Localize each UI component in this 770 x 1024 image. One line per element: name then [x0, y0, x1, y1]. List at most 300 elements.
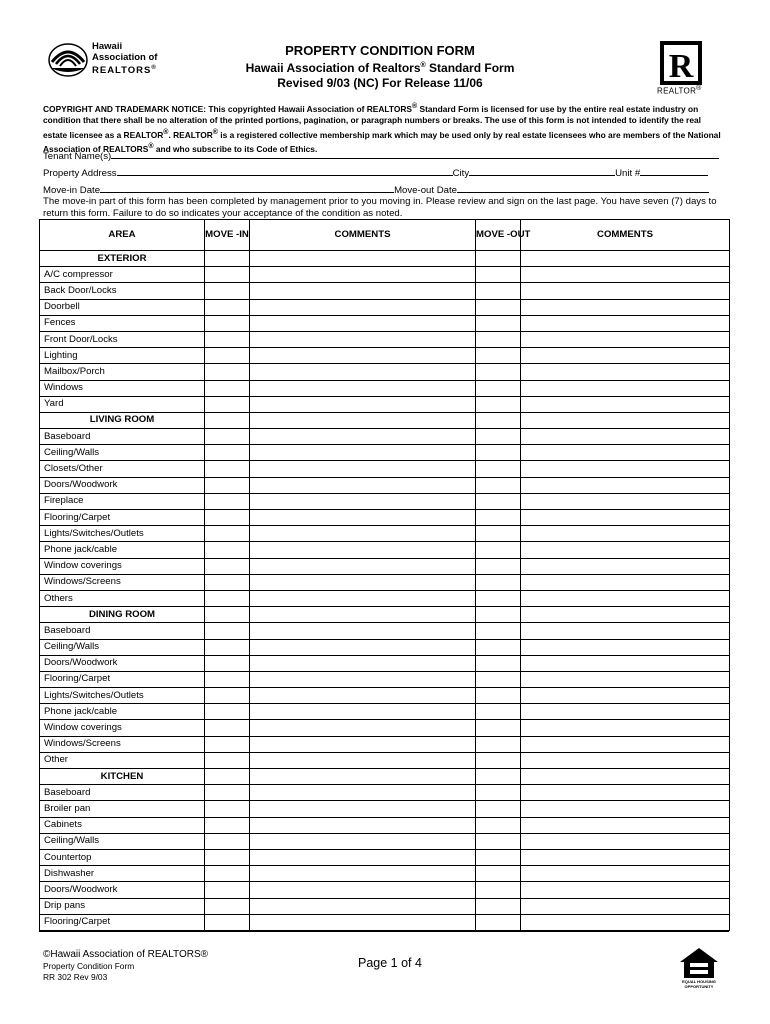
- comments-cell[interactable]: [250, 590, 476, 606]
- tenant-name-field[interactable]: [111, 149, 719, 159]
- comments-2-cell[interactable]: [521, 752, 730, 768]
- notice-reg-4: ®: [148, 143, 154, 151]
- area-cell: Doorbell: [40, 299, 205, 315]
- move-out-cell[interactable]: [476, 785, 521, 801]
- table-row: [40, 785, 730, 801]
- comments-cell[interactable]: [250, 704, 476, 720]
- move-in-cell[interactable]: [205, 364, 250, 380]
- table-row: [40, 817, 730, 833]
- move-in-cell[interactable]: [205, 542, 250, 558]
- comments-cell[interactable]: [250, 348, 476, 364]
- realtor-word: [657, 85, 702, 96]
- footer-left: [43, 949, 208, 983]
- revision-line: Revised 9/03 (NC) For Release 11/06: [277, 76, 483, 90]
- area-cell: EXTERIOR: [40, 251, 205, 267]
- table-row: [40, 542, 730, 558]
- table-row: [40, 801, 730, 817]
- equal-housing-icon: [676, 946, 722, 980]
- area-cell: Yard: [40, 396, 205, 412]
- comments-2-cell[interactable]: [521, 704, 730, 720]
- move-in-cell[interactable]: [205, 639, 250, 655]
- comments-cell[interactable]: [250, 898, 476, 914]
- comments-cell[interactable]: [250, 914, 476, 930]
- move-out-cell[interactable]: [476, 590, 521, 606]
- comments-2-cell[interactable]: [521, 380, 730, 396]
- notice-reg-3: ®: [212, 128, 218, 136]
- comments-2-cell: [521, 607, 730, 623]
- area-cell: Flooring/Carpet: [40, 510, 205, 526]
- move-out-cell[interactable]: [476, 461, 521, 477]
- area-cell: Lighting: [40, 348, 205, 364]
- comments-cell[interactable]: [250, 655, 476, 671]
- comments-2-cell[interactable]: [521, 833, 730, 849]
- page-number: Page 1 of 4: [358, 956, 422, 970]
- area-cell: Baseboard: [40, 785, 205, 801]
- area-cell: Broiler pan: [40, 801, 205, 817]
- page-title: PROPERTY CONDITION FORM: [285, 43, 475, 58]
- move-in-cell[interactable]: [205, 283, 250, 299]
- comments-cell[interactable]: [250, 396, 476, 412]
- move-out-cell[interactable]: [476, 558, 521, 574]
- area-cell: Back Door/Locks: [40, 283, 205, 299]
- move-out-cell[interactable]: [476, 655, 521, 671]
- move-out-cell[interactable]: [476, 380, 521, 396]
- move-in-cell[interactable]: [205, 817, 250, 833]
- move-in-cell[interactable]: [205, 914, 250, 930]
- move-out-cell[interactable]: [476, 639, 521, 655]
- move-out-cell[interactable]: [476, 348, 521, 364]
- comments-cell[interactable]: [250, 299, 476, 315]
- move-in-cell[interactable]: [205, 704, 250, 720]
- move-in-date-field[interactable]: [100, 183, 394, 193]
- comments-cell[interactable]: [250, 526, 476, 542]
- area-cell: Front Door/Locks: [40, 331, 205, 347]
- area-cell: Phone jack/cable: [40, 704, 205, 720]
- col-header-area: AREA: [40, 220, 205, 251]
- notice-reg-2: ®: [163, 128, 169, 136]
- area-cell: Flooring/Carpet: [40, 914, 205, 930]
- move-in-cell[interactable]: [205, 801, 250, 817]
- notice-part-4: is a registered collective membership mark which may be used only by real estate licensees who are members of the National Association of REALTORS: [43, 129, 721, 154]
- move-out-cell: [476, 251, 521, 267]
- comments-cell[interactable]: [250, 542, 476, 558]
- footer-form-name: Property Condition Form: [43, 961, 135, 971]
- table-row: [40, 348, 730, 364]
- comments-2-cell[interactable]: [521, 315, 730, 331]
- move-in-cell[interactable]: [205, 736, 250, 752]
- move-out-cell[interactable]: [476, 882, 521, 898]
- move-out-cell: [476, 769, 521, 785]
- move-in-cell[interactable]: [205, 299, 250, 315]
- comments-cell[interactable]: [250, 671, 476, 687]
- comments-cell[interactable]: [250, 736, 476, 752]
- comments-2-cell[interactable]: [521, 849, 730, 865]
- comments-2-cell[interactable]: [521, 558, 730, 574]
- table-row: [40, 364, 730, 380]
- table-row: [40, 283, 730, 299]
- move-in-cell[interactable]: [205, 574, 250, 590]
- comments-2-cell[interactable]: [521, 736, 730, 752]
- move-out-cell[interactable]: [476, 283, 521, 299]
- move-out-cell[interactable]: [476, 315, 521, 331]
- area-cell: DINING ROOM: [40, 607, 205, 623]
- comments-2-cell[interactable]: [521, 720, 730, 736]
- comments-2-cell[interactable]: [521, 590, 730, 606]
- col-header-move-out: MOVE -OUT: [476, 220, 521, 251]
- move-in-cell: [205, 251, 250, 267]
- comments-cell[interactable]: [250, 331, 476, 347]
- comments-cell[interactable]: [250, 445, 476, 461]
- comments-2-cell[interactable]: [521, 623, 730, 639]
- move-in-cell[interactable]: [205, 429, 250, 445]
- comments-cell[interactable]: [250, 849, 476, 865]
- move-out-cell[interactable]: [476, 704, 521, 720]
- comments-cell[interactable]: [250, 866, 476, 882]
- move-in-cell: [205, 412, 250, 428]
- comments-2-cell[interactable]: [521, 283, 730, 299]
- area-cell: Others: [40, 590, 205, 606]
- comments-cell[interactable]: [250, 510, 476, 526]
- comments-2-cell[interactable]: [521, 574, 730, 590]
- comments-cell[interactable]: [250, 817, 476, 833]
- area-cell: Ceiling/Walls: [40, 639, 205, 655]
- move-in-cell[interactable]: [205, 623, 250, 639]
- comments-2-cell: [521, 412, 730, 428]
- move-out-cell[interactable]: [476, 688, 521, 704]
- move-out-cell[interactable]: [476, 817, 521, 833]
- move-out-cell[interactable]: [476, 510, 521, 526]
- table-row: [40, 396, 730, 412]
- move-in-cell[interactable]: [205, 558, 250, 574]
- move-out-cell[interactable]: [476, 267, 521, 283]
- logo-line-1: Hawaii: [92, 41, 123, 52]
- eho-line-2: OPPORTUNITY: [684, 984, 714, 989]
- comments-cell[interactable]: [250, 688, 476, 704]
- table-row: [40, 267, 730, 283]
- area-cell: Baseboard: [40, 623, 205, 639]
- comments-2-cell[interactable]: [521, 866, 730, 882]
- comments-cell[interactable]: [250, 429, 476, 445]
- tenant-name-label: Tenant Name(s): [43, 151, 112, 162]
- comments-cell[interactable]: [250, 380, 476, 396]
- area-cell: Fences: [40, 315, 205, 331]
- notice-part-3: . REALTOR: [168, 129, 213, 140]
- comments-2-cell[interactable]: [521, 445, 730, 461]
- table-row: [40, 558, 730, 574]
- comments-2-cell[interactable]: [521, 364, 730, 380]
- area-cell: Mailbox/Porch: [40, 364, 205, 380]
- table-row: [40, 639, 730, 655]
- move-in-cell[interactable]: [205, 348, 250, 364]
- comments-cell: [250, 769, 476, 785]
- logo-reg-symbol: ®: [151, 65, 156, 71]
- table-row: [40, 493, 730, 509]
- comments-cell[interactable]: [250, 267, 476, 283]
- move-in-cell[interactable]: [205, 655, 250, 671]
- comments-cell: [250, 412, 476, 428]
- table-row: [40, 380, 730, 396]
- area-cell: Window coverings: [40, 720, 205, 736]
- realtor-word-reg: ®: [696, 85, 702, 92]
- subtitle: [200, 58, 560, 76]
- move-out-cell[interactable]: [476, 445, 521, 461]
- area-cell: Dishwasher: [40, 866, 205, 882]
- comments-cell[interactable]: [250, 574, 476, 590]
- table-row: [40, 526, 730, 542]
- move-in-cell[interactable]: [205, 510, 250, 526]
- table-row: [40, 510, 730, 526]
- area-cell: LIVING ROOM: [40, 412, 205, 428]
- comments-2-cell[interactable]: [521, 429, 730, 445]
- subtitle-prefix: Hawaii Association of Realtors: [245, 61, 421, 75]
- move-in-cell[interactable]: [205, 752, 250, 768]
- move-out-date-label: Move-out Date: [394, 185, 457, 196]
- move-in-cell[interactable]: [205, 526, 250, 542]
- footer-divider: [39, 931, 729, 932]
- section-row: [40, 769, 730, 785]
- table-row: [40, 299, 730, 315]
- move-in-cell[interactable]: [205, 785, 250, 801]
- move-in-cell[interactable]: [205, 331, 250, 347]
- table-row: [40, 833, 730, 849]
- area-cell: Lights/Switches/Outlets: [40, 526, 205, 542]
- area-cell: Lights/Switches/Outlets: [40, 688, 205, 704]
- move-in-cell[interactable]: [205, 380, 250, 396]
- move-out-cell[interactable]: [476, 493, 521, 509]
- comments-2-cell[interactable]: [521, 510, 730, 526]
- move-out-cell[interactable]: [476, 914, 521, 930]
- move-out-date-field[interactable]: [457, 183, 709, 193]
- move-in-cell[interactable]: [205, 866, 250, 882]
- copyright-notice: [43, 101, 727, 155]
- area-cell: Baseboard: [40, 429, 205, 445]
- table-row: [40, 898, 730, 914]
- area-cell: Ceiling/Walls: [40, 833, 205, 849]
- table-row: [40, 461, 730, 477]
- move-out-cell[interactable]: [476, 898, 521, 914]
- section-row: [40, 607, 730, 623]
- area-cell: Windows: [40, 380, 205, 396]
- comments-cell[interactable]: [250, 461, 476, 477]
- move-out-cell[interactable]: [476, 866, 521, 882]
- comments-2-cell[interactable]: [521, 267, 730, 283]
- comments-2-cell[interactable]: [521, 477, 730, 493]
- table-row: [40, 655, 730, 671]
- move-in-cell[interactable]: [205, 833, 250, 849]
- eho-line-1: EQUAL HOUSING: [682, 979, 716, 984]
- move-in-cell[interactable]: [205, 315, 250, 331]
- move-out-cell[interactable]: [476, 849, 521, 865]
- city-field[interactable]: [469, 166, 615, 176]
- notice-reg-1: ®: [411, 103, 418, 110]
- title-block: [200, 43, 560, 91]
- area-cell: Window coverings: [40, 558, 205, 574]
- section-row: [40, 412, 730, 428]
- comments-cell[interactable]: [250, 558, 476, 574]
- hawaii-realtors-logo: [48, 38, 168, 82]
- move-out-cell[interactable]: [476, 542, 521, 558]
- table-row: [40, 752, 730, 768]
- table-row: [40, 882, 730, 898]
- comments-cell[interactable]: [250, 477, 476, 493]
- comments-cell[interactable]: [250, 493, 476, 509]
- area-cell: KITCHEN: [40, 769, 205, 785]
- move-in-cell[interactable]: [205, 898, 250, 914]
- comments-2-cell[interactable]: [521, 526, 730, 542]
- table-row: [40, 623, 730, 639]
- comments-cell: [250, 251, 476, 267]
- comments-cell[interactable]: [250, 283, 476, 299]
- move-in-cell[interactable]: [205, 493, 250, 509]
- comments-2-cell[interactable]: [521, 493, 730, 509]
- move-out-cell[interactable]: [476, 396, 521, 412]
- col-header-move-in: MOVE -IN: [205, 220, 250, 251]
- comments-2-cell[interactable]: [521, 461, 730, 477]
- move-out-cell[interactable]: [476, 477, 521, 493]
- comments-cell[interactable]: [250, 833, 476, 849]
- move-in-date-label: Move-in Date: [43, 185, 101, 196]
- table-row: [40, 477, 730, 493]
- table-row: [40, 866, 730, 882]
- dates-row: [43, 183, 727, 197]
- comments-2-cell[interactable]: [521, 542, 730, 558]
- comments-cell: [250, 607, 476, 623]
- property-address-field[interactable]: [117, 166, 453, 176]
- comments-cell[interactable]: [250, 785, 476, 801]
- comments-2-cell[interactable]: [521, 882, 730, 898]
- comments-2-cell[interactable]: [521, 655, 730, 671]
- comments-2-cell[interactable]: [521, 688, 730, 704]
- move-out-cell[interactable]: [476, 364, 521, 380]
- area-cell: Flooring/Carpet: [40, 671, 205, 687]
- area-cell: Windows/Screens: [40, 736, 205, 752]
- col-header-comments-2: COMMENTS: [521, 220, 730, 251]
- move-out-cell[interactable]: [476, 526, 521, 542]
- move-in-cell[interactable]: [205, 882, 250, 898]
- comments-cell[interactable]: [250, 882, 476, 898]
- move-out-cell: [476, 412, 521, 428]
- area-cell: Fireplace: [40, 493, 205, 509]
- move-out-cell[interactable]: [476, 736, 521, 752]
- comments-cell[interactable]: [250, 364, 476, 380]
- comments-cell[interactable]: [250, 315, 476, 331]
- table-row: [40, 429, 730, 445]
- comments-2-cell[interactable]: [521, 898, 730, 914]
- move-out-cell[interactable]: [476, 331, 521, 347]
- move-out-cell[interactable]: [476, 574, 521, 590]
- comments-2-cell[interactable]: [521, 817, 730, 833]
- comments-2-cell[interactable]: [521, 299, 730, 315]
- comments-cell[interactable]: [250, 623, 476, 639]
- move-out-cell[interactable]: [476, 752, 521, 768]
- realtor-r-block: [660, 41, 702, 85]
- table-row: [40, 574, 730, 590]
- comments-2-cell[interactable]: [521, 785, 730, 801]
- move-out-cell[interactable]: [476, 671, 521, 687]
- logo-line-3: REALTORS: [92, 65, 152, 77]
- area-cell: Doors/Woodwork: [40, 655, 205, 671]
- unit-label: Unit #: [615, 168, 641, 179]
- section-row: [40, 251, 730, 267]
- table-row: [40, 736, 730, 752]
- table-row: [40, 331, 730, 347]
- move-in-cell: [205, 607, 250, 623]
- comments-2-cell[interactable]: [521, 639, 730, 655]
- area-cell: Other: [40, 752, 205, 768]
- rainbow-logo-icon: [48, 40, 88, 78]
- comments-2-cell[interactable]: [521, 671, 730, 687]
- comments-2-cell: [521, 251, 730, 267]
- realtor-word-text: REALTOR: [657, 86, 697, 96]
- area-cell: Ceiling/Walls: [40, 445, 205, 461]
- comments-2-cell[interactable]: [521, 331, 730, 347]
- condition-table: [39, 219, 729, 931]
- comments-cell[interactable]: [250, 639, 476, 655]
- move-out-cell[interactable]: [476, 299, 521, 315]
- notice-part-2: Standard Form is licensed for use by the entire real estate industry on condition that there shall be no alteration of the printed portions, pagination, or paragraph numbers or breaks. The use of this form is not intended to identify the real estate licensee as a REALTOR: [43, 103, 701, 140]
- area-cell: Cabinets: [40, 817, 205, 833]
- comments-2-cell[interactable]: [521, 801, 730, 817]
- footer-form-code: RR 302 Rev 9/03: [43, 972, 108, 982]
- move-in-cell[interactable]: [205, 267, 250, 283]
- move-out-cell[interactable]: [476, 429, 521, 445]
- area-cell: Phone jack/cable: [40, 542, 205, 558]
- table-header-row: [40, 220, 730, 251]
- notice-part-1: COPYRIGHT AND TRADEMARK NOTICE: This copyrighted Hawaii Association of REALTORS: [43, 103, 412, 114]
- subtitle-reg: ®: [420, 62, 426, 69]
- move-in-cell: [205, 769, 250, 785]
- move-in-cell[interactable]: [205, 688, 250, 704]
- area-cell: Doors/Woodwork: [40, 477, 205, 493]
- area-cell: A/C compressor: [40, 267, 205, 283]
- table-row: [40, 671, 730, 687]
- realtor-r-icon: [660, 41, 702, 85]
- table-row: [40, 720, 730, 736]
- comments-cell[interactable]: [250, 720, 476, 736]
- comments-2-cell[interactable]: [521, 348, 730, 364]
- property-address-label: Property Address: [43, 168, 117, 179]
- comments-cell[interactable]: [250, 801, 476, 817]
- table-row: [40, 688, 730, 704]
- comments-2-cell[interactable]: [521, 914, 730, 930]
- move-out-cell[interactable]: [476, 801, 521, 817]
- table-row: [40, 849, 730, 865]
- table-row: [40, 445, 730, 461]
- move-in-cell[interactable]: [205, 720, 250, 736]
- realtor-logo: [657, 41, 723, 97]
- area-cell: Doors/Woodwork: [40, 882, 205, 898]
- city-label: City: [452, 168, 470, 179]
- comments-2-cell[interactable]: [521, 396, 730, 412]
- move-in-cell[interactable]: [205, 590, 250, 606]
- move-in-cell[interactable]: [205, 445, 250, 461]
- move-in-cell[interactable]: [205, 477, 250, 493]
- move-in-cell[interactable]: [205, 671, 250, 687]
- move-in-cell[interactable]: [205, 461, 250, 477]
- move-out-cell[interactable]: [476, 833, 521, 849]
- unit-field[interactable]: [640, 166, 708, 176]
- notice-part-5: and who subscribe to its Code of Ethics.: [153, 143, 318, 154]
- realtor-r-letter: R: [668, 48, 694, 85]
- move-out-cell[interactable]: [476, 720, 521, 736]
- tenant-name-row: [43, 149, 727, 163]
- table-row: [40, 914, 730, 930]
- move-out-cell[interactable]: [476, 623, 521, 639]
- move-in-cell[interactable]: [205, 849, 250, 865]
- comments-cell[interactable]: [250, 752, 476, 768]
- move-in-cell[interactable]: [205, 396, 250, 412]
- instructions-text: The move-in part of this form has been completed by management prior to you moving in. Please review and sign on the last page. You have seven (7) days to return this form. Failure to do so indicates your acceptance of the condition as noted.: [43, 196, 717, 219]
